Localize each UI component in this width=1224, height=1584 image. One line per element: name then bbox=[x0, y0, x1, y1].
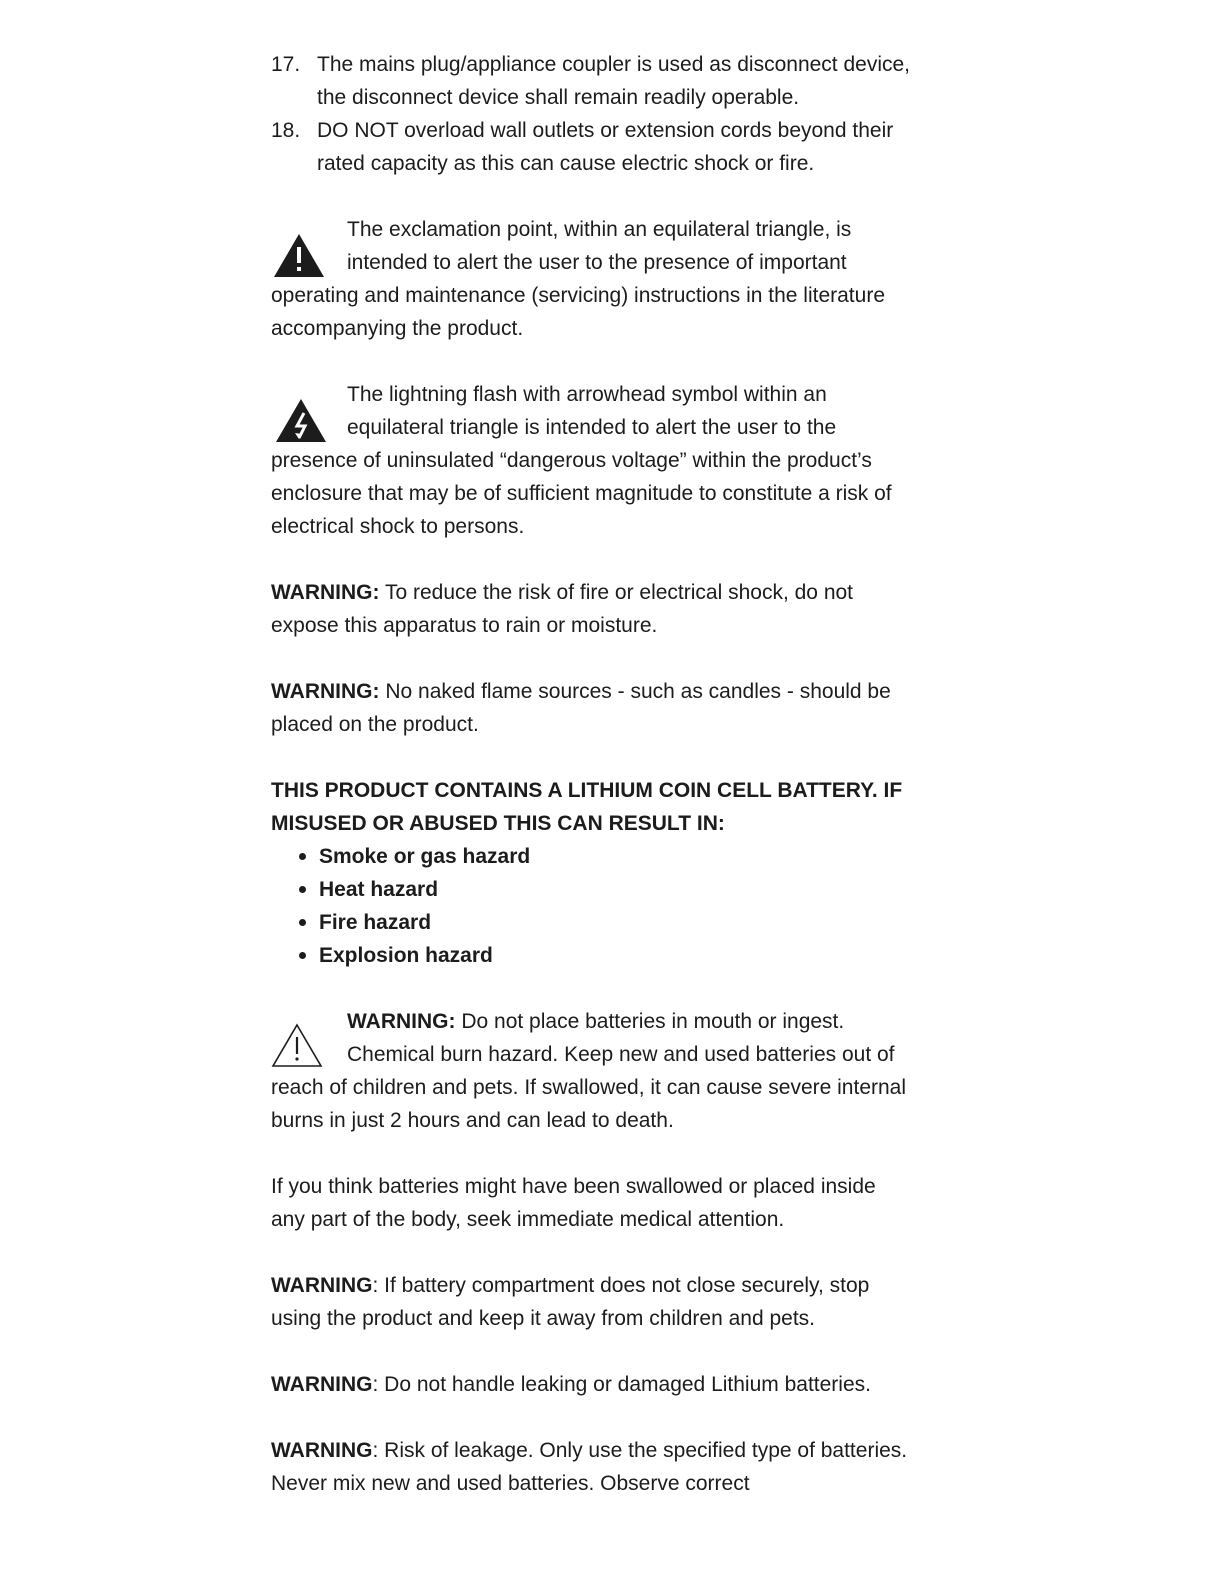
item-text: The mains plug/appliance coupler is used as disconnect device, the disconnect device shall remain readily operable. bbox=[317, 53, 911, 109]
lightning-triangle-icon bbox=[271, 378, 347, 438]
warning-text: : Do not handle leaking or damaged Lithium batteries. bbox=[372, 1373, 871, 1396]
warning-text: No naked flame sources - such as candles - should be placed on the product. bbox=[271, 680, 891, 736]
hazard-item: Heat hazard bbox=[297, 873, 911, 906]
warning-label: WARNING bbox=[271, 1274, 373, 1297]
caution-triangle-icon bbox=[271, 1005, 347, 1065]
numbered-item-18 bbox=[271, 114, 911, 180]
hazard-item: Explosion hazard bbox=[297, 939, 911, 972]
hazard-list bbox=[271, 840, 911, 972]
lightning-note-text: The lightning flash with arrowhead symbol within an equilateral triangle is intended to alert the user to the presence of uninsulated “dangerous voltage” within the product’s enclosure that may be of sufficient magnitude to constitute a risk of electrical shock to persons. bbox=[271, 383, 892, 538]
ingest-warning-block bbox=[271, 1005, 911, 1137]
exclamation-note-text: The exclamation point, within an equilateral triangle, is intended to alert the user to the presence of important operating and maintenance (servicing) instructions in the literature accompanying the product. bbox=[271, 218, 885, 340]
hazard-item: Smoke or gas hazard bbox=[297, 840, 911, 873]
warning-label: WARNING bbox=[271, 1439, 373, 1462]
warning-text: Do not place batteries in mouth or ingest. Chemical burn hazard. Keep new and used batteries out of reach of children and pets. If swallowed, it can cause severe internal burns in just 2 hours and can lead to death. bbox=[271, 1010, 907, 1132]
swallowed-note: If you think batteries might have been swallowed or placed inside any part of the body, seek immediate medical attention. bbox=[271, 1175, 876, 1231]
item-number: 18. bbox=[271, 119, 301, 142]
item-number: 17. bbox=[271, 53, 301, 76]
document-page bbox=[271, 48, 911, 1500]
warning-label: WARNING: bbox=[347, 1010, 456, 1033]
warning-label: WARNING: bbox=[271, 581, 380, 604]
exclamation-note-block bbox=[271, 213, 911, 345]
exclamation-triangle-icon bbox=[271, 213, 347, 273]
lightning-note-block bbox=[271, 378, 911, 543]
warning-flame bbox=[271, 675, 911, 741]
warning-label: WARNING: bbox=[271, 680, 380, 703]
ingest-warning-text bbox=[271, 1005, 911, 1137]
warning-leakage bbox=[271, 1434, 911, 1500]
warning-text: To reduce the risk of fire or electrical shock, do not expose this apparatus to rain or moisture. bbox=[271, 581, 854, 637]
warning-text: : If battery compartment does not close securely, stop using the product and keep it away from children and pets. bbox=[271, 1274, 870, 1330]
warning-leaking bbox=[271, 1368, 911, 1401]
warning-text: : Risk of leakage. Only use the specified type of batteries. Never mix new and used batteries. Observe correct bbox=[271, 1439, 908, 1495]
numbered-item-17 bbox=[271, 48, 911, 114]
battery-heading: THIS PRODUCT CONTAINS A LITHIUM COIN CELL BATTERY. IF MISUSED OR ABUSED THIS CAN RESULT IN: bbox=[271, 779, 903, 835]
warning-compartment bbox=[271, 1269, 911, 1335]
hazard-item: Fire hazard bbox=[297, 906, 911, 939]
warning-fire-shock bbox=[271, 576, 911, 642]
item-text: DO NOT overload wall outlets or extension cords beyond their rated capacity as this can cause electric shock or fire. bbox=[317, 119, 894, 175]
warning-label: WARNING bbox=[271, 1373, 373, 1396]
